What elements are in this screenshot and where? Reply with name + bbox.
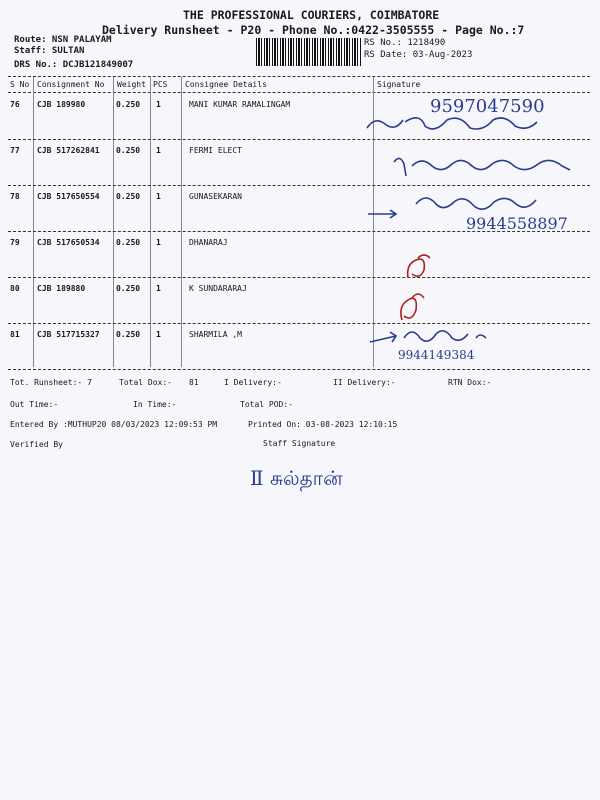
staff-signature-label: Staff Signature — [263, 439, 336, 448]
table-top-rule — [8, 76, 590, 77]
row-sno: 79 — [10, 238, 20, 247]
row-weight: 0.250 — [116, 238, 141, 247]
col-pcs: PCS — [153, 80, 168, 89]
row-consignee: SHARMILA ,M — [189, 330, 242, 339]
handwritten-phone: 9944558897 — [466, 214, 568, 233]
row-consignment: CJB 189880 — [37, 284, 86, 293]
row-pcs: 1 — [156, 146, 161, 155]
row-weight: 0.250 — [116, 192, 141, 201]
printed-on: Printed On: 03-08-2023 12:10:15 — [248, 420, 398, 429]
row-sno: 76 — [10, 100, 20, 109]
total-dox-value: 81 — [189, 378, 199, 387]
rtn-dox: RTN Dox:- — [448, 378, 492, 387]
total-pod: Total POD:- — [240, 400, 293, 409]
handwritten-phone: 9597047590 — [430, 96, 545, 117]
row-weight: 0.250 — [116, 100, 141, 109]
row-pcs: 1 — [156, 330, 161, 339]
row-consignment: CJB 517262841 — [37, 146, 100, 155]
col-signature: Signature — [377, 80, 421, 89]
route-label: Route: NSN PALAYAM — [14, 35, 112, 45]
row-sno: 81 — [10, 330, 20, 339]
row-sno: 78 — [10, 192, 20, 201]
col-consignment: Consignment No — [37, 80, 105, 89]
total-dox-label: Total Dox:- — [119, 378, 172, 387]
row-consignment: CJB 517650554 — [37, 192, 100, 201]
row-sno: 80 — [10, 284, 20, 293]
staff-label: Staff: SULTAN — [14, 46, 85, 56]
row-pcs: 1 — [156, 100, 161, 109]
header-rule — [8, 92, 590, 93]
row-pcs: 1 — [156, 192, 161, 201]
row-rule — [8, 277, 590, 278]
row-weight: 0.250 — [116, 146, 141, 155]
row-consignee: DHANARAJ — [189, 238, 228, 247]
row-consignment: CJB 189980 — [37, 100, 86, 109]
row-rule — [8, 185, 590, 186]
runsheet-title: Delivery Runsheet - P20 - Phone No.:0422-3505555 - Page No.:7 — [102, 23, 525, 37]
handwritten-phone: 9944149384 — [398, 348, 475, 362]
signature-scribble — [365, 110, 565, 140]
barcode — [256, 38, 361, 66]
tot-runsheet: Tot. Runsheet:- 7 — [10, 378, 92, 387]
col-sno: S No — [10, 80, 30, 89]
signature-scribble — [368, 320, 498, 350]
row-weight: 0.250 — [116, 284, 141, 293]
entered-by: Entered By :MUTHUP20 08/03/2023 12:09:53 PM — [10, 420, 218, 429]
col-weight: Weight — [117, 80, 146, 89]
staff-signature: Ⅱ சுல்தான் — [250, 466, 343, 490]
table-bottom-rule — [8, 369, 590, 370]
row-consignee: FERMI ELECT — [189, 146, 242, 155]
drs-number: DRS No.: DCJB121849007 — [14, 60, 134, 70]
out-time: Out Time:- — [10, 400, 59, 409]
ii-delivery: II Delivery:- — [333, 378, 396, 387]
row-pcs: 1 — [156, 238, 161, 247]
row-consignment: CJB 517715327 — [37, 330, 100, 339]
col-consignee: Consignee Details — [185, 80, 267, 89]
row-consignee: K SUNDARARAJ — [189, 284, 247, 293]
verified-by: Verified By — [10, 440, 63, 449]
signature-scribble — [392, 152, 577, 182]
in-time: In Time:- — [133, 400, 177, 409]
i-delivery: I Delivery:- — [224, 378, 282, 387]
row-sno: 77 — [10, 146, 20, 155]
row-consignee: GUNASEKARAN — [189, 192, 242, 201]
row-pcs: 1 — [156, 284, 161, 293]
company-name: THE PROFESSIONAL COURIERS, COIMBATORE — [183, 8, 440, 22]
rs-date: RS Date: 03-Aug-2023 — [364, 50, 473, 60]
rs-number: RS No.: 1218490 — [364, 38, 446, 48]
signature-scribble — [402, 252, 442, 284]
row-weight: 0.250 — [116, 330, 141, 339]
row-rule — [8, 323, 590, 324]
row-consignment: CJB 517650534 — [37, 238, 100, 247]
row-consignee: MANI KUMAR RAMALINGAM — [189, 100, 291, 109]
